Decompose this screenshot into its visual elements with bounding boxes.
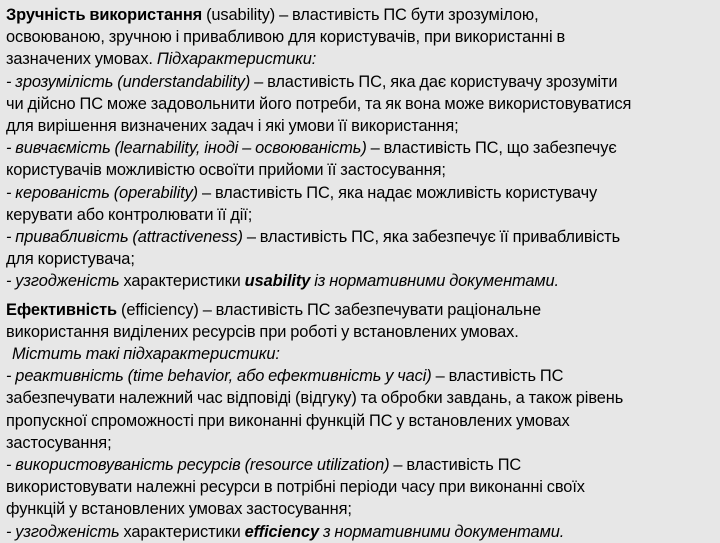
learnability-term: - вивчаємість (learnability, іноді – освоюваність) [6,139,367,158]
understandability-text-3: для вирішення визначених задач і які умови її використання; [6,117,459,136]
time-behavior-line-1 [6,365,714,387]
attractiveness-term: - привабливість (attractiveness) [6,228,243,247]
understandability-text-2: чи дійсно ПС може задовольнити його потреби, та як вона може використовуватися [6,94,632,113]
operability-line-1 [6,182,714,204]
efficiency-term: (efficiency) [121,300,199,319]
usability-definition-2: освоюваною, зручною і привабливою для користувачів, при використанні в [6,28,566,47]
understandability-text-1: – властивість ПС, яка дає користувачу зрозуміти [250,72,618,91]
efficiency-line-1 [6,299,714,321]
resource-utilization-text-2: використовувати належні ресурси в потрібні періоди часу при виконанні своїх [6,478,585,497]
resource-utilization-line-1 [6,454,714,476]
operability-text-1: – властивість ПС, яка надає можливість користувачу [198,183,598,202]
operability-term: - керованість (operability) [6,183,199,202]
usability-conformance-middle: характеристики [119,272,245,291]
efficiency-title: Ефективність [6,300,118,319]
efficiency-conformance-middle: характеристики [119,522,245,541]
usability-conformance-line [6,270,714,292]
efficiency-sub-heading: Містить такі підхарактеристики: [12,345,280,364]
attractiveness-text-2: для користувача; [6,250,135,269]
learnability-text-2: користувачів можливістю освоїти прийоми її застосування; [6,161,446,180]
understandability-term: - зрозумілість (understandability) [6,72,251,91]
resource-utilization-text-1: – властивість ПС [389,456,522,475]
usability-term: (usability) [206,6,276,24]
learnability-text-1: – властивість ПС, що забезпечує [366,139,617,158]
usability-conformance-keyword: usability [244,272,311,291]
usability-section [6,4,714,293]
efficiency-sub-heading-line [6,343,714,365]
efficiency-definition-2: використання виділених ресурсів при роботі у встановлених умовах. [6,322,519,341]
time-behavior-term: - реактивність (time behavior, або ефективність у часі) [6,367,432,386]
usability-line-1 [6,4,714,26]
usability-definition-1: – властивість ПС бути зрозумілою, [275,6,539,24]
usability-title: Зручність використання [6,6,203,24]
learnability-line-1 [6,137,714,159]
efficiency-conformance-keyword: efficiency [244,522,319,541]
efficiency-section [6,299,714,543]
operability-text-2: керувати або контролювати її дії; [6,205,253,224]
resource-utilization-term: - використовуваність ресурсів (resource utilization) [6,456,390,475]
time-behavior-text-3: пропускної спроможності при виконанні функцій ПС у встановлених умовах [6,411,570,430]
time-behavior-text-4: застосування; [6,433,112,452]
efficiency-conformance-suffix: з нормативними документами. [318,522,565,541]
resource-utilization-text-3: функцій у встановлених умовах застосування; [6,500,352,519]
usability-line-3 [6,48,714,70]
usability-conformance-prefix: - узгодженість [6,272,120,291]
usability-definition-3: зазначених умовах. [6,50,157,69]
efficiency-definition-1: – властивість ПС забезпечувати раціональне [198,300,541,319]
usability-sub-heading: Підхарактеристики: [156,50,317,69]
attractiveness-text-1: – властивість ПС, яка забезпечує її привабливість [242,228,621,247]
attractiveness-line-1 [6,226,714,248]
efficiency-conformance-prefix: - узгодженість [6,522,120,541]
usability-conformance-suffix: із нормативними документами. [310,272,559,291]
understandability-line-1 [6,71,714,93]
time-behavior-text-1: – властивість ПС [431,367,564,386]
time-behavior-text-2: забезпечувати належний час відповіді (відгуку) та обробки завдань, а також рівень [6,389,624,408]
